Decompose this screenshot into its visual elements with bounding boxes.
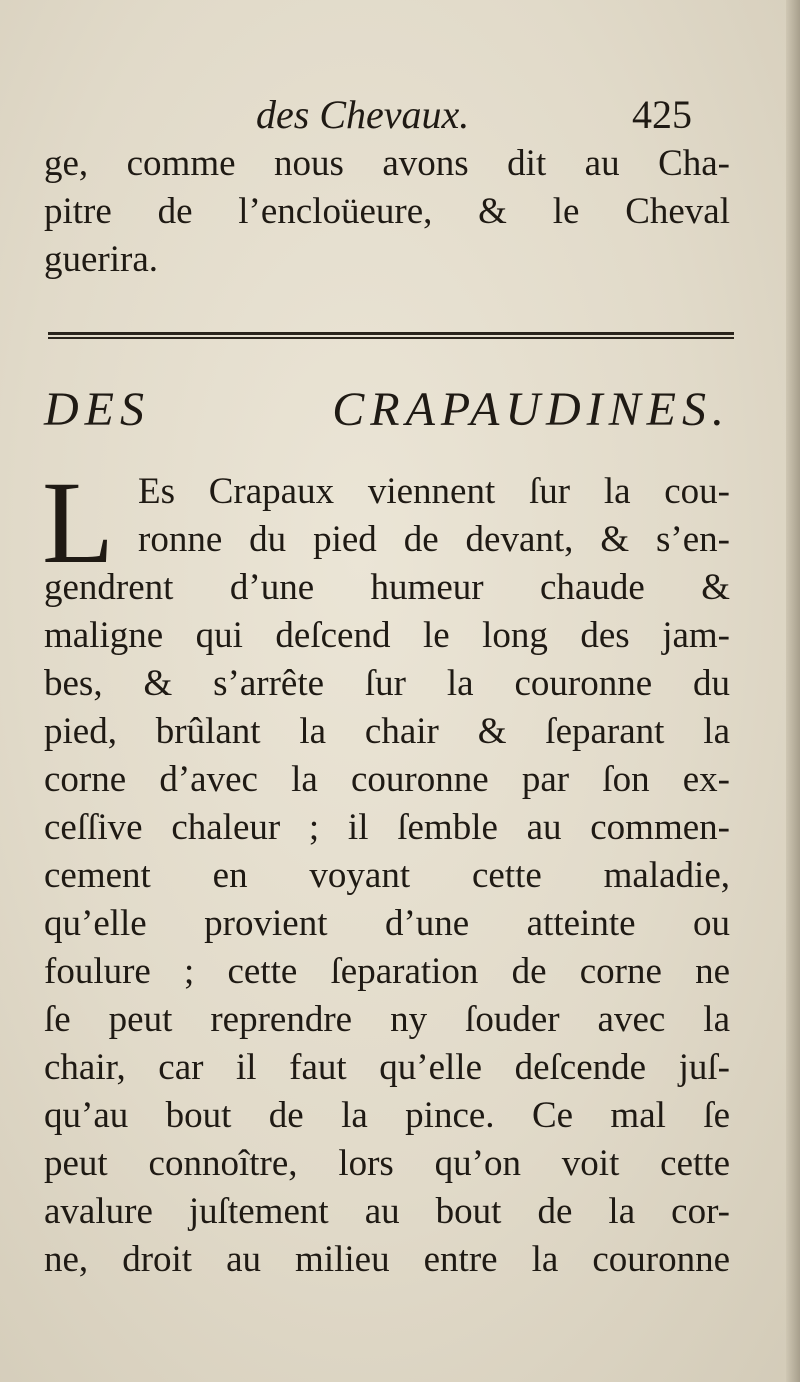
text-line: pied, brûlant la chair & ſeparant la <box>44 711 730 752</box>
section-divider <box>48 332 734 339</box>
running-head <box>0 92 800 142</box>
text-line: ge, comme nous avons dit au Cha- <box>44 143 730 184</box>
text-line: qu’au bout de la pince. Ce mal ſe <box>44 1095 730 1136</box>
text-line: ne, droit au milieu entre la couronne <box>44 1239 730 1280</box>
text-line: ronne du pied de devant, & s’en- <box>138 519 730 560</box>
text-line: peut connoître, lors qu’on voit cette <box>44 1143 730 1184</box>
page-number: 425 <box>632 92 692 137</box>
page-edge <box>786 0 800 1382</box>
text-line: bes, & s’arrête ſur la couronne du <box>44 663 730 704</box>
text-line: pitre de l’encloüeure, & le Cheval <box>44 191 730 232</box>
text-line: guerira. <box>44 239 159 280</box>
text-line: gendrent d’une humeur chaude & <box>44 567 730 608</box>
text-line: chair, car il faut qu’elle deſcende juſ- <box>44 1047 730 1088</box>
text-line: avalure juſtement au bout de la cor- <box>44 1191 730 1232</box>
drop-cap: L <box>42 457 115 588</box>
text-line: qu’elle provient d’une atteinte ou <box>44 903 730 944</box>
text-line: cement en voyant cette maladie, <box>44 855 730 896</box>
section-heading: DES CRAPAUDINES. <box>44 383 730 436</box>
text-line: maligne qui deſcend le long des jam- <box>44 615 730 656</box>
text-line: ſe peut reprendre ny ſouder avec la <box>44 999 730 1040</box>
text-line: corne d’avec la couronne par ſon ex- <box>44 759 730 800</box>
text-line: foulure ; cette ſeparation de corne ne <box>44 951 730 992</box>
text-line: ceſſive chaleur ; il ſemble au commen- <box>44 807 730 848</box>
text-line: Es Crapaux viennent ſur la cou- <box>138 471 730 512</box>
running-title: des Chevaux. <box>256 92 470 137</box>
